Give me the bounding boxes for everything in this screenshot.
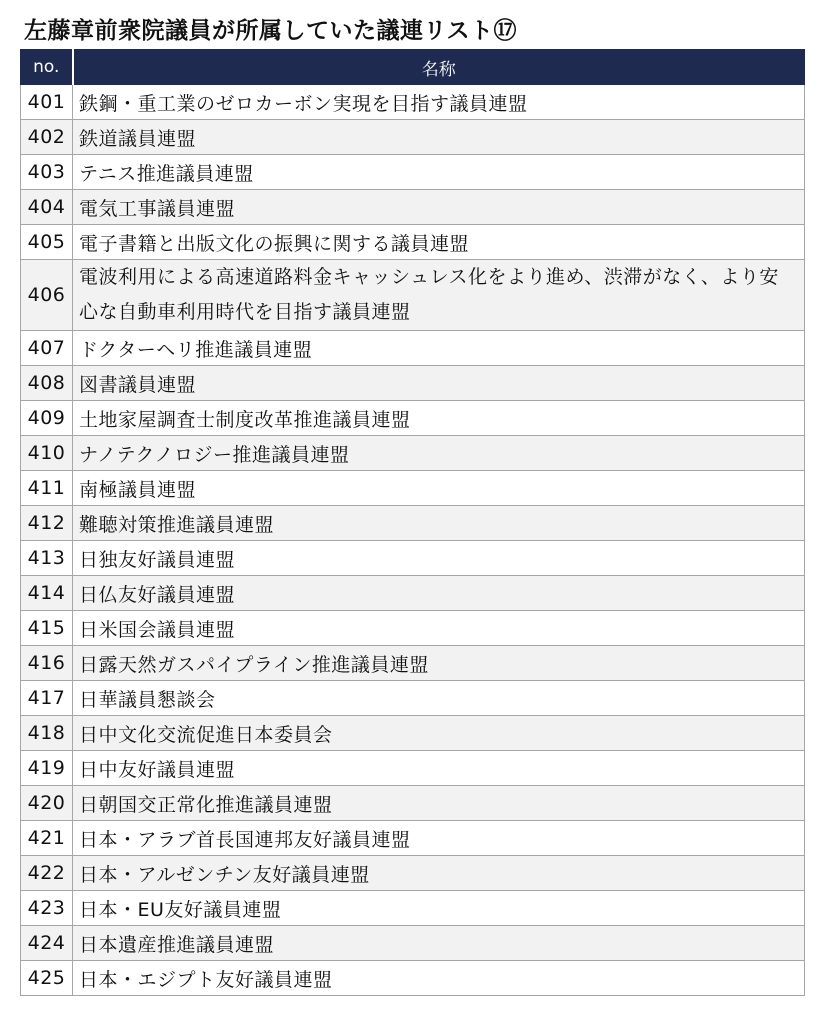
row-number: 418 bbox=[21, 716, 73, 751]
caucus-name: 日本・アラブ首長国連邦友好議員連盟 bbox=[73, 821, 805, 856]
table-row bbox=[21, 506, 805, 541]
table-row bbox=[21, 120, 805, 155]
table-row bbox=[21, 751, 805, 786]
table-row bbox=[21, 716, 805, 751]
caucus-name: 日本・アルゼンチン友好議員連盟 bbox=[73, 856, 805, 891]
caucus-list-table bbox=[20, 49, 805, 996]
caucus-name: 日華議員懇談会 bbox=[73, 681, 805, 716]
row-number: 415 bbox=[21, 611, 73, 646]
table-row bbox=[21, 681, 805, 716]
caucus-name: 日本遺産推進議員連盟 bbox=[73, 926, 805, 961]
caucus-name: 電波利用による高速道路料金キャッシュレス化をより進め、渋滞がなく、より安心な自動車利用時代を目指す議員連盟 bbox=[73, 260, 805, 331]
caucus-name: ドクターヘリ推進議員連盟 bbox=[73, 331, 805, 366]
row-number: 408 bbox=[21, 366, 73, 401]
row-number: 424 bbox=[21, 926, 73, 961]
row-number: 414 bbox=[21, 576, 73, 611]
caucus-name: 日朝国交正常化推進議員連盟 bbox=[73, 786, 805, 821]
caucus-name: 日中友好議員連盟 bbox=[73, 751, 805, 786]
table-row bbox=[21, 225, 805, 260]
row-number: 422 bbox=[21, 856, 73, 891]
table-row bbox=[21, 611, 805, 646]
caucus-name: 日仏友好議員連盟 bbox=[73, 576, 805, 611]
row-number: 412 bbox=[21, 506, 73, 541]
row-number: 406 bbox=[21, 260, 73, 331]
table-row bbox=[21, 541, 805, 576]
table-body bbox=[21, 85, 805, 996]
table-row bbox=[21, 331, 805, 366]
caucus-name: 鉄鋼・重工業のゼロカーボン実現を目指す議員連盟 bbox=[73, 85, 805, 120]
caucus-name: テニス推進議員連盟 bbox=[73, 155, 805, 190]
caucus-name: 電気工事議員連盟 bbox=[73, 190, 805, 225]
column-header-no: no. bbox=[21, 50, 73, 85]
row-number: 402 bbox=[21, 120, 73, 155]
row-number: 421 bbox=[21, 821, 73, 856]
caucus-name: 日本・エジプト友好議員連盟 bbox=[73, 961, 805, 996]
row-number: 404 bbox=[21, 190, 73, 225]
table-row bbox=[21, 260, 805, 331]
column-header-name: 名称 bbox=[73, 50, 805, 85]
caucus-name: 日中文化交流促進日本委員会 bbox=[73, 716, 805, 751]
table-row bbox=[21, 576, 805, 611]
row-number: 420 bbox=[21, 786, 73, 821]
caucus-name: 日本・EU友好議員連盟 bbox=[73, 891, 805, 926]
row-number: 410 bbox=[21, 436, 73, 471]
table-row bbox=[21, 856, 805, 891]
row-number: 409 bbox=[21, 401, 73, 436]
table-row bbox=[21, 646, 805, 681]
row-number: 411 bbox=[21, 471, 73, 506]
table-row bbox=[21, 366, 805, 401]
table-row bbox=[21, 786, 805, 821]
row-number: 423 bbox=[21, 891, 73, 926]
caucus-name: 難聴対策推進議員連盟 bbox=[73, 506, 805, 541]
table-row bbox=[21, 401, 805, 436]
table-row bbox=[21, 821, 805, 856]
table-row bbox=[21, 926, 805, 961]
table-row bbox=[21, 471, 805, 506]
caucus-name: 南極議員連盟 bbox=[73, 471, 805, 506]
table-header-row bbox=[21, 50, 805, 85]
table-row bbox=[21, 891, 805, 926]
caucus-name: 図書議員連盟 bbox=[73, 366, 805, 401]
caucus-name: ナノテクノロジー推進議員連盟 bbox=[73, 436, 805, 471]
table-row bbox=[21, 436, 805, 471]
row-number: 405 bbox=[21, 225, 73, 260]
row-number: 425 bbox=[21, 961, 73, 996]
row-number: 413 bbox=[21, 541, 73, 576]
row-number: 407 bbox=[21, 331, 73, 366]
table-row bbox=[21, 155, 805, 190]
caucus-name: 鉄道議員連盟 bbox=[73, 120, 805, 155]
table-row bbox=[21, 190, 805, 225]
row-number: 401 bbox=[21, 85, 73, 120]
caucus-name: 日米国会議員連盟 bbox=[73, 611, 805, 646]
caucus-name: 日独友好議員連盟 bbox=[73, 541, 805, 576]
table-row bbox=[21, 961, 805, 996]
caucus-name: 日露天然ガスパイプライン推進議員連盟 bbox=[73, 646, 805, 681]
row-number: 419 bbox=[21, 751, 73, 786]
row-number: 403 bbox=[21, 155, 73, 190]
table-row bbox=[21, 85, 805, 120]
row-number: 417 bbox=[21, 681, 73, 716]
caucus-name: 電子書籍と出版文化の振興に関する議員連盟 bbox=[73, 225, 805, 260]
caucus-name: 土地家屋調査士制度改革推進議員連盟 bbox=[73, 401, 805, 436]
page-title: 左藤章前衆院議員が所属していた議連リスト⑰ bbox=[24, 18, 518, 44]
row-number: 416 bbox=[21, 646, 73, 681]
